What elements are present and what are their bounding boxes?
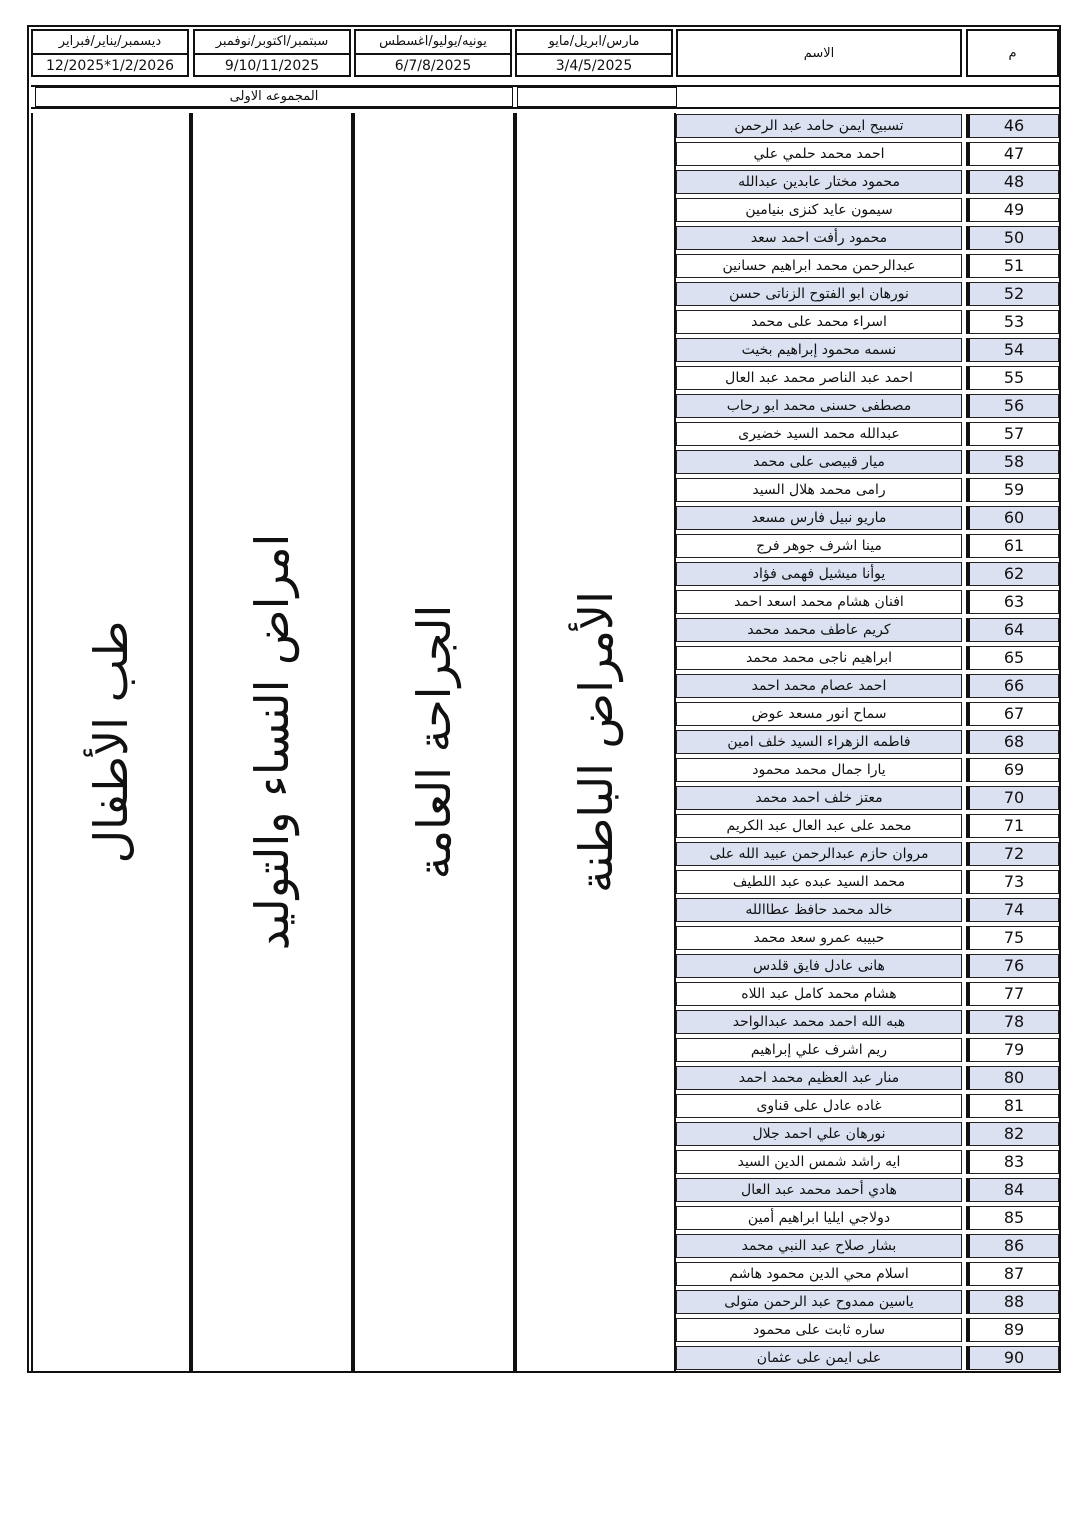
table-row [676, 729, 1061, 757]
table-row [676, 1093, 1061, 1121]
period-months: ديسمبر/يناير/فبراير [33, 31, 187, 55]
table-row [676, 337, 1061, 365]
student-name: مينا اشرف جوهر فرج [676, 534, 962, 558]
student-name: هانى عادل فايق قلدس [676, 954, 962, 978]
row-number: 80 [966, 1066, 1059, 1090]
table-row [676, 449, 1061, 477]
student-name: احمد محمد حلمي علي [676, 142, 962, 166]
row-number: 46 [966, 114, 1059, 138]
row-number: 55 [966, 366, 1059, 390]
row-number: 70 [966, 786, 1059, 810]
row-number: 56 [966, 394, 1059, 418]
student-name: يارا جمال محمد محمود [676, 758, 962, 782]
table-row [676, 925, 1061, 953]
student-name: نسمه محمود إبراهيم بخيت [676, 338, 962, 362]
row-number: 60 [966, 506, 1059, 530]
group-label: المجموعه الاولى [35, 87, 513, 107]
row-number: 49 [966, 198, 1059, 222]
department-label: طب الأطفال [84, 620, 138, 864]
number-column-header: م [966, 29, 1059, 77]
table-row [676, 1261, 1061, 1289]
row-number: 69 [966, 758, 1059, 782]
row-number: 86 [966, 1234, 1059, 1258]
row-number: 59 [966, 478, 1059, 502]
student-name: فاطمه الزهراء السيد خلف امين [676, 730, 962, 754]
row-number: 50 [966, 226, 1059, 250]
student-name: حبيبه عمرو سعد محمد [676, 926, 962, 950]
row-number: 77 [966, 982, 1059, 1006]
row-number: 62 [966, 562, 1059, 586]
period-header-3 [354, 29, 512, 77]
period-dates: 6/7/8/2025 [394, 58, 472, 74]
student-name: دولاجي ايليا ابراهيم أمين [676, 1206, 962, 1230]
row-number: 73 [966, 870, 1059, 894]
name-column-header: الاسم [676, 29, 962, 77]
row-number: 54 [966, 338, 1059, 362]
row-number: 48 [966, 170, 1059, 194]
student-name: ريم اشرف علي إبراهيم [676, 1038, 962, 1062]
table-row [676, 141, 1061, 169]
row-number: 83 [966, 1150, 1059, 1174]
period-dates: 9/10/11/2025 [224, 58, 320, 74]
student-name: هبه الله احمد محمد عبدالواحد [676, 1010, 962, 1034]
row-number: 53 [966, 310, 1059, 334]
period-dates: 12/2025*1/2/2026 [45, 58, 175, 74]
student-name: احمد عبد الناصر محمد عبد العال [676, 366, 962, 390]
table-row [676, 1121, 1061, 1149]
row-number: 76 [966, 954, 1059, 978]
student-name: اسراء محمد على محمد [676, 310, 962, 334]
row-number: 74 [966, 898, 1059, 922]
period-months: سبتمبر/اكتوبر/نوفمبر [195, 31, 349, 55]
table-row [676, 1177, 1061, 1205]
student-name: بشار صلاح عبد النبي محمد [676, 1234, 962, 1258]
student-name: افنان هشام محمد اسعد احمد [676, 590, 962, 614]
student-name: كريم عاطف محمد محمد [676, 618, 962, 642]
row-number: 89 [966, 1318, 1059, 1342]
table-row [676, 953, 1061, 981]
table-row [676, 1205, 1061, 1233]
row-number: 87 [966, 1262, 1059, 1286]
table-row [676, 421, 1061, 449]
table-row [676, 1345, 1061, 1373]
group-row [31, 85, 1061, 109]
table-row [676, 309, 1061, 337]
table-row [676, 561, 1061, 589]
table-row [676, 1233, 1061, 1261]
student-name: ابراهيم ناجى محمد محمد [676, 646, 962, 670]
student-name: محمد على عبد العال عبد الكريم [676, 814, 962, 838]
student-name: يوأنا ميشيل فهمى فؤاد [676, 562, 962, 586]
row-number: 84 [966, 1178, 1059, 1202]
student-name: ميار قبيصى على محمد [676, 450, 962, 474]
row-number: 90 [966, 1346, 1059, 1370]
table-row [676, 1037, 1061, 1065]
department-column-internal-medicine [515, 113, 676, 1371]
row-number: 67 [966, 702, 1059, 726]
student-name: نورهان علي احمد جلال [676, 1122, 962, 1146]
student-name: مروان حازم عبدالرحمن عبيد الله على [676, 842, 962, 866]
row-number: 82 [966, 1122, 1059, 1146]
row-number: 78 [966, 1010, 1059, 1034]
table-row [676, 197, 1061, 225]
period-months: مارس/ابريل/مايو [517, 31, 671, 55]
student-name: ايه راشد شمس الدين السيد [676, 1150, 962, 1174]
student-name: احمد عصام محمد احمد [676, 674, 962, 698]
table-row [676, 281, 1061, 309]
table-row [676, 673, 1061, 701]
row-number: 58 [966, 450, 1059, 474]
student-name: اسلام محي الدين محمود هاشم [676, 1262, 962, 1286]
row-number: 71 [966, 814, 1059, 838]
row-number: 61 [966, 534, 1059, 558]
row-number: 85 [966, 1206, 1059, 1230]
table-row [676, 477, 1061, 505]
department-column-pediatrics [31, 113, 191, 1371]
student-name: سيمون عايد كنزى بنيامين [676, 198, 962, 222]
table-row [676, 113, 1061, 141]
student-name: محمد السيد عبده عبد اللطيف [676, 870, 962, 894]
table-row [676, 505, 1061, 533]
student-name: معتز خلف احمد محمد [676, 786, 962, 810]
table-row [676, 1065, 1061, 1093]
row-number: 64 [966, 618, 1059, 642]
student-name: غاده عادل على قناوى [676, 1094, 962, 1118]
table-row [676, 701, 1061, 729]
table-row [676, 869, 1061, 897]
table-row [676, 533, 1061, 561]
schedule-table [27, 25, 1061, 1373]
table-row [676, 393, 1061, 421]
student-name: مصطفى حسنى محمد ابو رحاب [676, 394, 962, 418]
table-row [676, 225, 1061, 253]
row-number: 75 [966, 926, 1059, 950]
student-name: نورهان ابو الفتوح الزناتى حسن [676, 282, 962, 306]
table-row [676, 813, 1061, 841]
student-name: على ايمن على عثمان [676, 1346, 962, 1370]
student-list [676, 113, 1061, 1373]
department-column-surgery [353, 113, 515, 1371]
row-number: 65 [966, 646, 1059, 670]
student-name: هادي أحمد محمد عبد العال [676, 1178, 962, 1202]
row-number: 57 [966, 422, 1059, 446]
row-number: 47 [966, 142, 1059, 166]
table-row [676, 897, 1061, 925]
department-label: الجراحة العامة [407, 604, 461, 880]
student-name: منار عبد العظيم محمد احمد [676, 1066, 962, 1090]
student-name: تسبيح ايمن حامد عبد الرحمن [676, 114, 962, 138]
table-row [676, 1149, 1061, 1177]
period-months: يونيه/يوليو/اغسطس [356, 31, 510, 55]
table-row [676, 841, 1061, 869]
department-column-obgyn [191, 113, 353, 1371]
row-number: 72 [966, 842, 1059, 866]
student-name: عبدالله محمد السيد خضيرى [676, 422, 962, 446]
row-number: 68 [966, 730, 1059, 754]
student-name: عبدالرحمن محمد ابراهيم حسانين [676, 254, 962, 278]
table-row [676, 1009, 1061, 1037]
group-empty-cell [517, 87, 677, 107]
table-row [676, 645, 1061, 673]
row-number: 66 [966, 674, 1059, 698]
period-header-4 [515, 29, 673, 77]
table-row [676, 981, 1061, 1009]
student-name: ساره ثابت على محمود [676, 1318, 962, 1342]
table-row [676, 757, 1061, 785]
period-header-2 [193, 29, 351, 77]
student-name: ياسين ممدوح عبد الرحمن متولى [676, 1290, 962, 1314]
student-name: خالد محمد حافظ عطاالله [676, 898, 962, 922]
table-row [676, 253, 1061, 281]
student-name: محمود مختار عابدين عبدالله [676, 170, 962, 194]
table-row [676, 785, 1061, 813]
row-number: 63 [966, 590, 1059, 614]
department-label: امراض النساء والتوليد [245, 533, 299, 951]
period-header-1 [31, 29, 189, 77]
row-number: 79 [966, 1038, 1059, 1062]
row-number: 81 [966, 1094, 1059, 1118]
table-row [676, 365, 1061, 393]
period-dates: 3/4/5/2025 [555, 58, 633, 74]
table-row [676, 1289, 1061, 1317]
row-number: 52 [966, 282, 1059, 306]
student-name: رامى محمد هلال السيد [676, 478, 962, 502]
student-name: ماريو نبيل فارس مسعد [676, 506, 962, 530]
student-name: محمود رأفت احمد سعد [676, 226, 962, 250]
table-row [676, 617, 1061, 645]
student-name: هشام محمد كامل عبد اللاه [676, 982, 962, 1006]
row-number: 88 [966, 1290, 1059, 1314]
table-row [676, 169, 1061, 197]
student-name: سماح انور مسعد عوض [676, 702, 962, 726]
table-row [676, 1317, 1061, 1345]
row-number: 51 [966, 254, 1059, 278]
department-label: الأمراض الباطنة [568, 591, 623, 893]
table-row [676, 589, 1061, 617]
